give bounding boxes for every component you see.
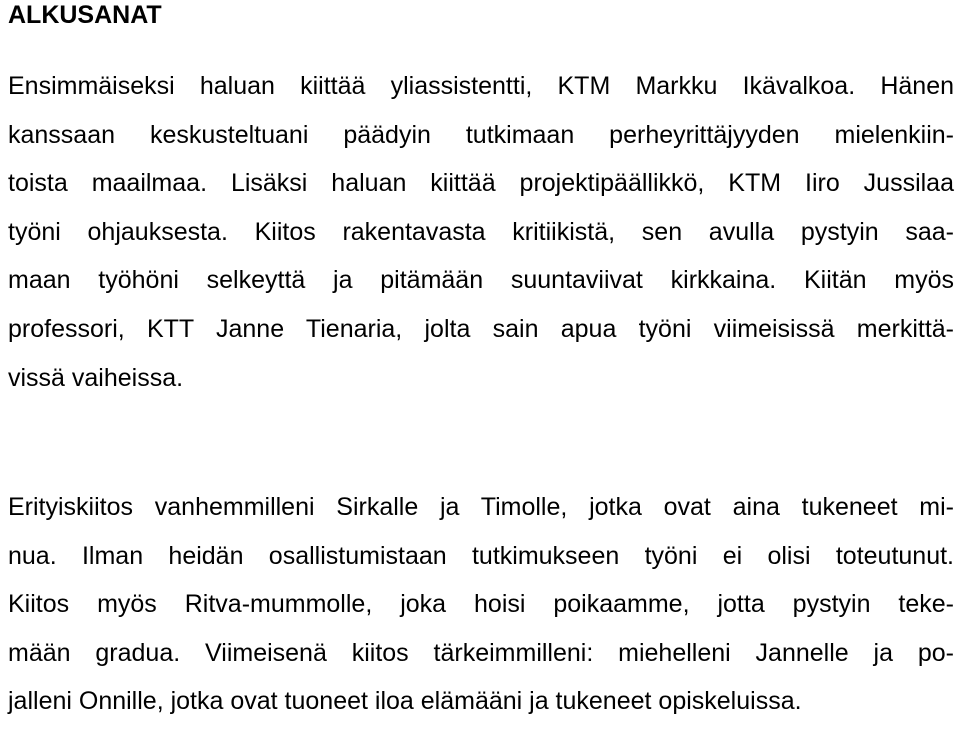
- text-line: mään gradua. Viimeisenä kiitos tärkeimmilleni: miehelleni Jannelle ja po-: [8, 638, 954, 667]
- text-line: professori, KTT Janne Tienaria, jolta sain apua työni viimeisissä merkittä-: [8, 314, 954, 343]
- text-line: vissä vaiheissa.: [8, 363, 184, 392]
- text-line: toista maailmaa. Lisäksi haluan kiittää projektipäällikkö, KTM Iiro Jussilaa: [8, 169, 954, 198]
- text-line: Ensimmäiseksi haluan kiittää yliassistentti, KTM Markku Ikävalkoa. Hänen: [8, 72, 954, 100]
- text-line: Erityiskiitos vanhemmilleni Sirkalle ja Timolle, jotka ovat aina tukeneet mi-: [8, 493, 954, 521]
- text-line: nua. Ilman heidän osallistumistaan tutkimukseen työni ei olisi toteutunut.: [8, 541, 954, 570]
- text-line: jalleni Onnille, jotka ovat tuoneet iloa elämääni ja tukeneet opiskeluissa.: [8, 687, 802, 716]
- text-line: työni ohjauksesta. Kiitos rakentavasta kritiikistä, sen avulla pystyin saa-: [8, 217, 954, 246]
- text-line: maan työhöni selkeyttä ja pitämään suuntaviivat kirkkaina. Kiitän myös: [8, 266, 954, 295]
- paragraph-acknowledgements-1: [8, 71, 954, 411]
- paragraph-acknowledgements-2: [8, 492, 954, 735]
- page-title: ALKUSANAT: [8, 1, 162, 29]
- text-line: Kiitos myös Ritva-mummolle, joka hoisi poikaamme, jotta pystyin teke-: [8, 590, 954, 619]
- text-line: kanssaan keskusteltuani päädyin tutkimaan perheyrittäjyyden mielenkiin-: [8, 120, 954, 149]
